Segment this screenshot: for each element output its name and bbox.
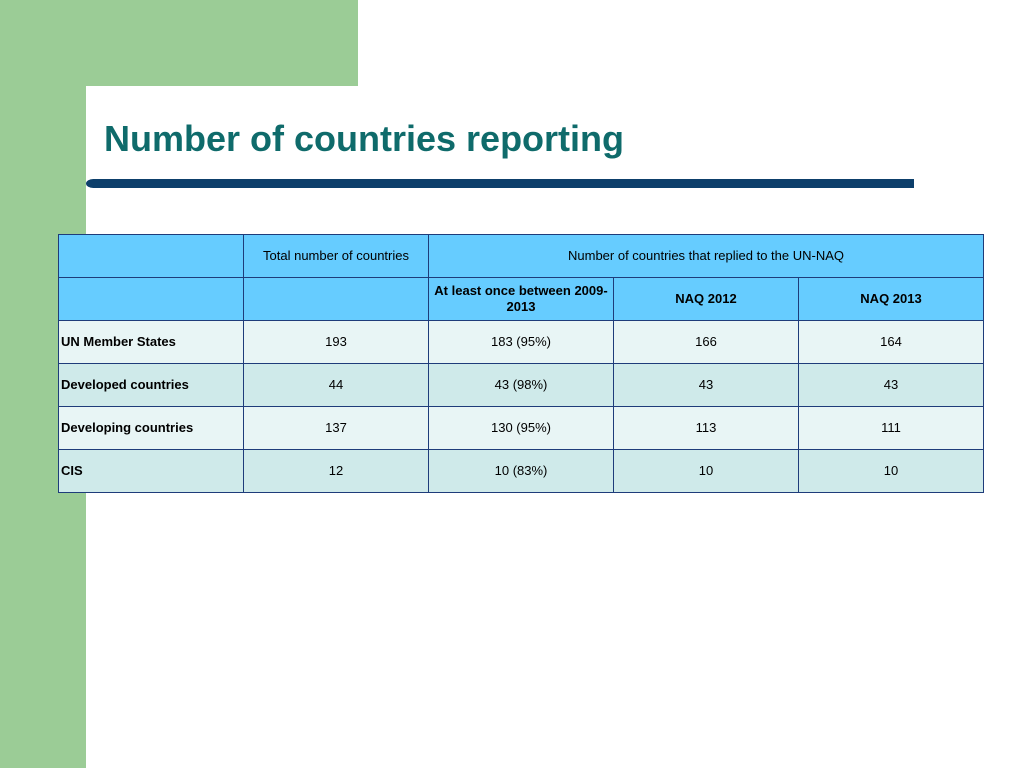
cell-naq-2012: 10 xyxy=(614,450,799,493)
cell-total: 44 xyxy=(244,364,429,407)
header-naq-2013: NAQ 2013 xyxy=(799,278,984,321)
cell-naq-2013: 111 xyxy=(799,407,984,450)
cell-naq-2012: 113 xyxy=(614,407,799,450)
table-row xyxy=(59,364,984,407)
header-empty-cell xyxy=(244,278,429,321)
cell-naq-2013: 43 xyxy=(799,364,984,407)
table-row xyxy=(59,450,984,493)
row-label: UN Member States xyxy=(59,321,244,364)
cell-total: 12 xyxy=(244,450,429,493)
cell-naq-2013: 164 xyxy=(799,321,984,364)
slide-title: Number of countries reporting xyxy=(104,118,625,159)
table-header-row-1 xyxy=(59,235,984,278)
table-row xyxy=(59,407,984,450)
cell-at-least-once: 130 (95%) xyxy=(429,407,614,450)
cell-at-least-once: 43 (98%) xyxy=(429,364,614,407)
header-naq-2012: NAQ 2012 xyxy=(614,278,799,321)
table-header-row-2 xyxy=(59,278,984,321)
header-at-least-once: At least once between 2009-2013 xyxy=(429,278,614,321)
row-label: Developing countries xyxy=(59,407,244,450)
cell-total: 137 xyxy=(244,407,429,450)
cell-at-least-once: 10 (83%) xyxy=(429,450,614,493)
header-empty-cell xyxy=(59,278,244,321)
cell-naq-2012: 43 xyxy=(614,364,799,407)
header-total-countries: Total number of countries xyxy=(244,235,429,278)
cell-at-least-once: 183 (95%) xyxy=(429,321,614,364)
reporting-table-container xyxy=(58,234,983,493)
row-label: Developed countries xyxy=(59,364,244,407)
cell-naq-2012: 166 xyxy=(614,321,799,364)
cell-total: 193 xyxy=(244,321,429,364)
header-empty-cell xyxy=(59,235,244,278)
header-replied-un-naq: Number of countries that replied to the UN-NAQ xyxy=(429,235,984,278)
table-row xyxy=(59,321,984,364)
reporting-table xyxy=(58,234,984,493)
cell-naq-2013: 10 xyxy=(799,450,984,493)
title-underline-rule xyxy=(86,179,914,188)
row-label: CIS xyxy=(59,450,244,493)
decorative-green-block-top xyxy=(0,0,358,86)
